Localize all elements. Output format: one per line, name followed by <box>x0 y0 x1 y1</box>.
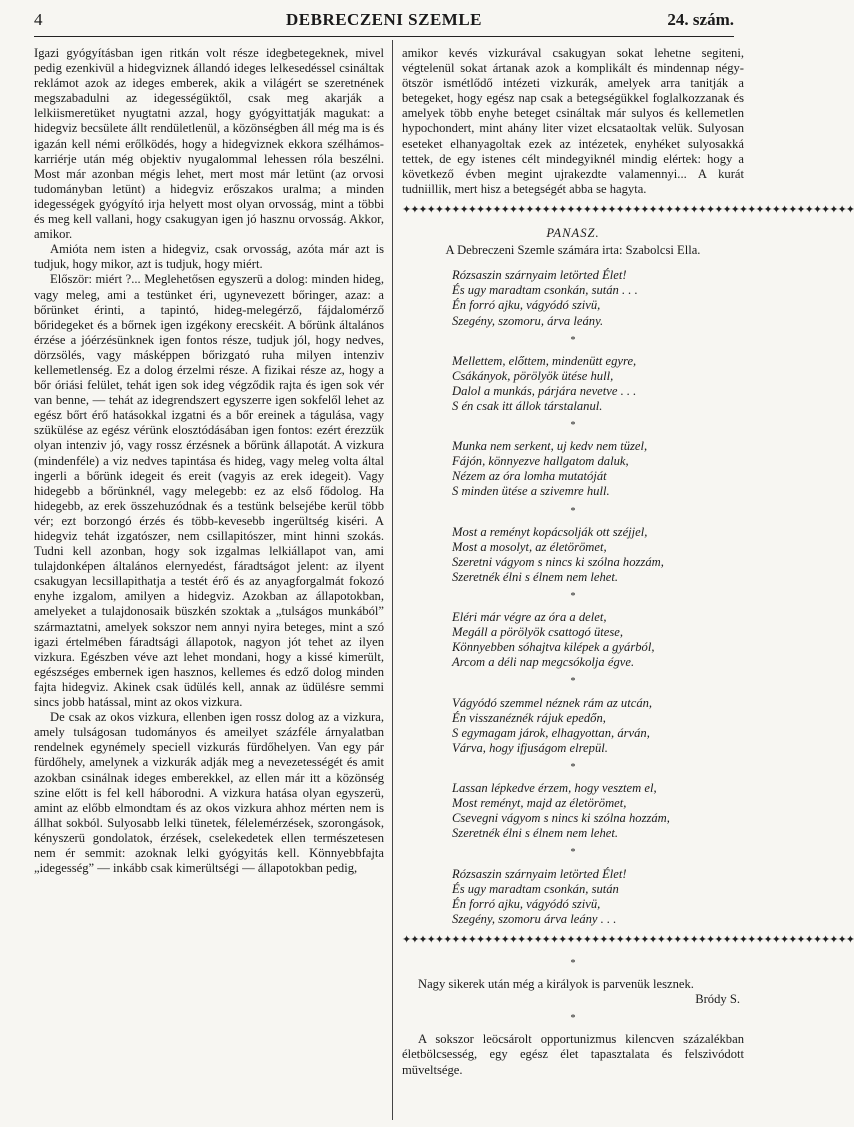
stanza-separator: * <box>570 957 576 969</box>
stanza-separator: * <box>570 334 576 346</box>
paragraph: De csak az okos vizkura, ellenben igen rossz dolog az a vizkura, amely tulságosan tudományos és ameilyet százféle árnyalatban rendelnek egynémely speciell vizkurás fürdőhelyen. Van egy pár fürdőhely, amelynek a vizkurák adják meg a nevezetességét és amit azokban csinálnak ideges emberekkel, az ellen már itt a közönség szine előtt is fel kell háborodni. A vizkura hatása olyan egyszerü, amint az előbb elmondtam és az okos vizkura ahhoz mérten nem is állhat sokból. Sulyosabb lelki tünetek, félelemérzések, szorongások, kényszerü gondolatok, érzések, cselekedetek ellen természetesen nem ér semmit: azoknak lelki gyógyitás kell. Könnyebbfajta „idegesség” — inkább csak kimerültségi — állapotokban pedig, <box>34 710 384 876</box>
poem-stanza <box>452 867 744 927</box>
stanza-separator: * <box>570 505 576 517</box>
poem-line: Csákányok, pörölyök ütése hull, <box>452 368 614 383</box>
poem-title: PANASZ. <box>546 226 600 241</box>
poem-line: Szegény, szomoru, árva leány. <box>452 313 604 328</box>
aphorism-author: Bródy S. <box>695 992 740 1007</box>
journal-title: DEBRECZENI SZEMLE <box>285 10 483 29</box>
poem-stanza <box>452 610 744 670</box>
aphorism: A sokszor leöcsárolt opportunizmus kilencven százalékban életbölcsesség, egy egész élet tapasztalata és felszivódott müveltsége. <box>402 1032 744 1077</box>
page-header <box>34 10 734 34</box>
poem-stanza <box>452 439 744 499</box>
stanza-separator: * <box>570 761 576 773</box>
poem-line: Fájón, könnyezve hallgatom daluk, <box>452 454 629 469</box>
paragraph: Először: miért ?... Meglehetősen egyszerü a dolog: minden hideg, vagy meleg, ami a testünket éri, ugynevezett bőringer, azaz: a bőrünket érinti, a tapintó, hideg-melegérző, fájdalomérző bőridegeket és a bőrnek igen izgékony erecskéit. A bőrünk általános érzése a jóérzésünknek igen fontos része, tudjuk jól, hogy nedves, dörzsölés, vagy másképpen bőrizgató ruha milyen intenziv kellemetlenség. Ez a dolog érzelmi része. A fizikai része az, hogy a bőr óriási felület, tehát igen sok ideg végződik rajta és igen sok vér van benne, — tehát az idegrendszert egyszerre igen sokfelől lehet az egész bőrt érő hatásokkal izgatni és a bőr ereinek a tágulása, vagy szükülése az egész vérünk elosztódásában igen fontos: ezért érezzük olyan intenziv jó, vagy rossz érzésnek a bőrünk állapotát. A vizkura (mindenféle) a viz nedves tapintása és hideg, vagy meleg volta által ingerli a bőrünk idegeit és ereit (vagyis az erek idegeit). Vagy hidegebb a bőrünknél, vagy melegebb: ez az első fődolog. Ha hidegebb, az erek összehuzódnak és a testünk belsejébe kerül több vér; ezt borzongó érzés és több-kevesebb ingerültség kiséri. A hidegviz tehát izgatószer, nem csillapitószer, mint hinni szokás. Tudni kell azonban, hogy sok izgalmas lelkiállapot van, ami tulajdonképen általános elernyedést, fáradtságot jelent: az ilyent csakugyan lecsillapithatja a testét érő és az anyagforgalmát fokozó enyhe izgalom, amilyen a hidegviz. Azokban az állapotokban, amelyeket a tulajdonosaik büszkén szoktak a „tulságos munkából” származtatni, amelyek sokszor nem annyi nyira beteges, mint a szó igazi értelmében fáradtsági állapotok, nagyon jót tehet az ilyen vizkura. Egészben véve azt lehet mondani, hogy a kissé kimerült, egészséges embernek igen hasznos, kellemes és edző dolog minden fajta hidegviz. Akinek csak üdülés kell, annak az üdülésre semmi sincs jobb hatással, mint az okos vizkura. <box>34 272 384 710</box>
left-column <box>34 46 384 876</box>
poem-line: Várva, hogy ifjuságom elrepül. <box>452 740 608 755</box>
poem-line: Szegény, szomoru árva leány . . . <box>452 911 617 926</box>
stanza-separator: * <box>570 591 576 602</box>
poem-line: Vágyódó szemmel néznek rám az utcán, <box>452 695 653 710</box>
paragraph: Amióta nem isten a hidegviz, csak orvosság, azóta már azt is tudjuk, hogy mikor, azt is tudjuk, hogy miért. <box>34 242 384 272</box>
poem-line: Szeretnék élni s élnem nem lehet. <box>452 569 618 584</box>
header-rule <box>34 36 734 37</box>
paragraph: amikor kevés vizkurával csakugyan sokat lehetne segiteni, végtelenül sokat ártanak azok a komplikált és mindennap négy-ötször ismétlődő intézeti vizkurák, amelyek arra tanitják a betegeket, hogy egész nap csak a betegségükkel foglalkozzanak és amelyek több enyhe beteget csináltak már sulyos és kellemetlen hypochondert, mint ahány liter vizet elcsataoltak velük. Sulyosan eseteket elhanyagoltak ezek az intézetek, enyhéket sulyosakká tettek, de egy istenes célt mindegyiknél mindig elértek: hogy a következő évben megint ujrakezdte valamennyi... A kurát tudniillik, mert hisz a betegségét abba se hagyta. <box>402 46 744 196</box>
stanza-separator: * <box>570 420 576 432</box>
poem-line: Most a mosolyt, az életörömet, <box>452 539 607 554</box>
poem-line: Eléri már végre az óra a delet, <box>452 610 607 625</box>
stanza-separator: * <box>570 1013 576 1025</box>
poem-line: És ugy maradtam csonkán, sután <box>452 881 619 896</box>
poem-line: S én csak itt állok társtalanul. <box>452 398 603 413</box>
poem-stanza <box>452 268 744 328</box>
poem-stanza <box>452 781 744 841</box>
poem-line: Arcom a déli nap megcsókolja égve. <box>452 655 635 670</box>
poem-byline: A Debreczeni Szemle számára irta: Szabolcsi Ella. <box>445 243 701 258</box>
poem-line: Mellettem, előttem, mindenütt egyre, <box>452 353 637 368</box>
poem-line: Nézem az óra lomha mutatóját <box>452 469 607 484</box>
column-divider <box>392 40 393 1120</box>
poem-line: Rózsaszin szárnyaim letörted Élet! <box>452 268 627 283</box>
poem-line: Megáll a pörölyök csattogó ütese, <box>452 625 624 640</box>
poem-line: S minden ütése a szivemre hull. <box>452 484 610 499</box>
poem-line: Lassan lépkedve érzem, hogy vesztem el, <box>452 781 657 796</box>
aphorism: Nagy sikerek után még a királyok is parvenük lesznek. <box>418 977 694 992</box>
poem-line: Könnyebben sóhajtva kilépek a gyárból, <box>452 640 655 655</box>
poem-line: Dalol a munkás, párjára nevetve . . . <box>452 383 637 398</box>
poem-line: És ugy maradtam csonkán, sután . . . <box>452 283 638 298</box>
star-divider: ✦✦✦✦✦✦✦✦✦✦✦✦✦✦✦✦✦✦✦✦✦✦✦✦✦✦✦✦✦✦✦✦✦✦✦✦✦✦✦✦✦✦✦✦✦✦✦✦✦✦✦✦✦✦✦ <box>402 933 854 946</box>
page-number: 4 <box>34 10 43 29</box>
poem-line: Csevegni vágyom s nincs ki szólna hozzám, <box>452 811 670 826</box>
poem-line: Szeretni vágyom s nincs ki szólna hozzám, <box>452 554 664 569</box>
star-divider: ✦✦✦✦✦✦✦✦✦✦✦✦✦✦✦✦✦✦✦✦✦✦✦✦✦✦✦✦✦✦✦✦✦✦✦✦✦✦✦✦✦✦✦✦✦✦✦✦✦✦✦✦✦✦✦ <box>402 203 854 216</box>
stanza-separator: * <box>570 676 576 688</box>
poem-line: Szeretnék élni s élnem nem lehet. <box>452 826 618 841</box>
poem-stanza <box>452 525 744 585</box>
poem-stanza <box>452 354 744 414</box>
stanza-separator: * <box>570 847 576 859</box>
poem-line: Én forró ajku, vágyódó szivü, <box>452 896 601 911</box>
poem-line: Én visszanéznék rájuk epedőn, <box>452 710 606 725</box>
poem-line: S egymagam járok, elhagyottan, árván, <box>452 725 650 740</box>
issue-number: 24. szám. <box>667 10 734 29</box>
poem-line: Rózsaszin szárnyaim letörted Élet! <box>452 866 627 881</box>
poem-line: Most reményt, majd az életörömet, <box>452 796 627 811</box>
right-column <box>402 46 854 1078</box>
poem-line: Most a reményt kopácsolják ott széjjel, <box>452 524 648 539</box>
poem-line: Munka nem serkent, uj kedv nem tüzel, <box>452 439 648 454</box>
paragraph: Igazi gyógyításban igen ritkán volt része idegbetegeknek, mivel pedig ezenkivül a hidegviznek állandó ideges lelkesedéssel csináltak reklámot azok az ideges emberek, akik a világért se szeretnének megszabadulni az idegességüktől, csak meg akarják a lelkiismeretüket nyugtatni azzal, hogy gyógyittatják magukat: a hidegviz becsülete állt rendületlenül, a közönségben áll még ma is és igazán kell némi erőlködés, hogy a hidegviznek ekkora szélhámos-karriérje után még objektiv nyugalommal lehessen róla beszélni. Most már azonban mégis lehet, mert most már letünt (az orvosi tudományban letünt) a hidegviz erőszakos uralma; a minden idegességek gyógyító irja helyett most olyan orvosság, mint a többi és meg kell vallani, hogy csakugyan igen jó hasznu orvosság. Akkor, amikor. <box>34 46 384 242</box>
poem-line: Én forró ajku, vágyódó szivü, <box>452 298 601 313</box>
poem-stanza <box>452 696 744 756</box>
